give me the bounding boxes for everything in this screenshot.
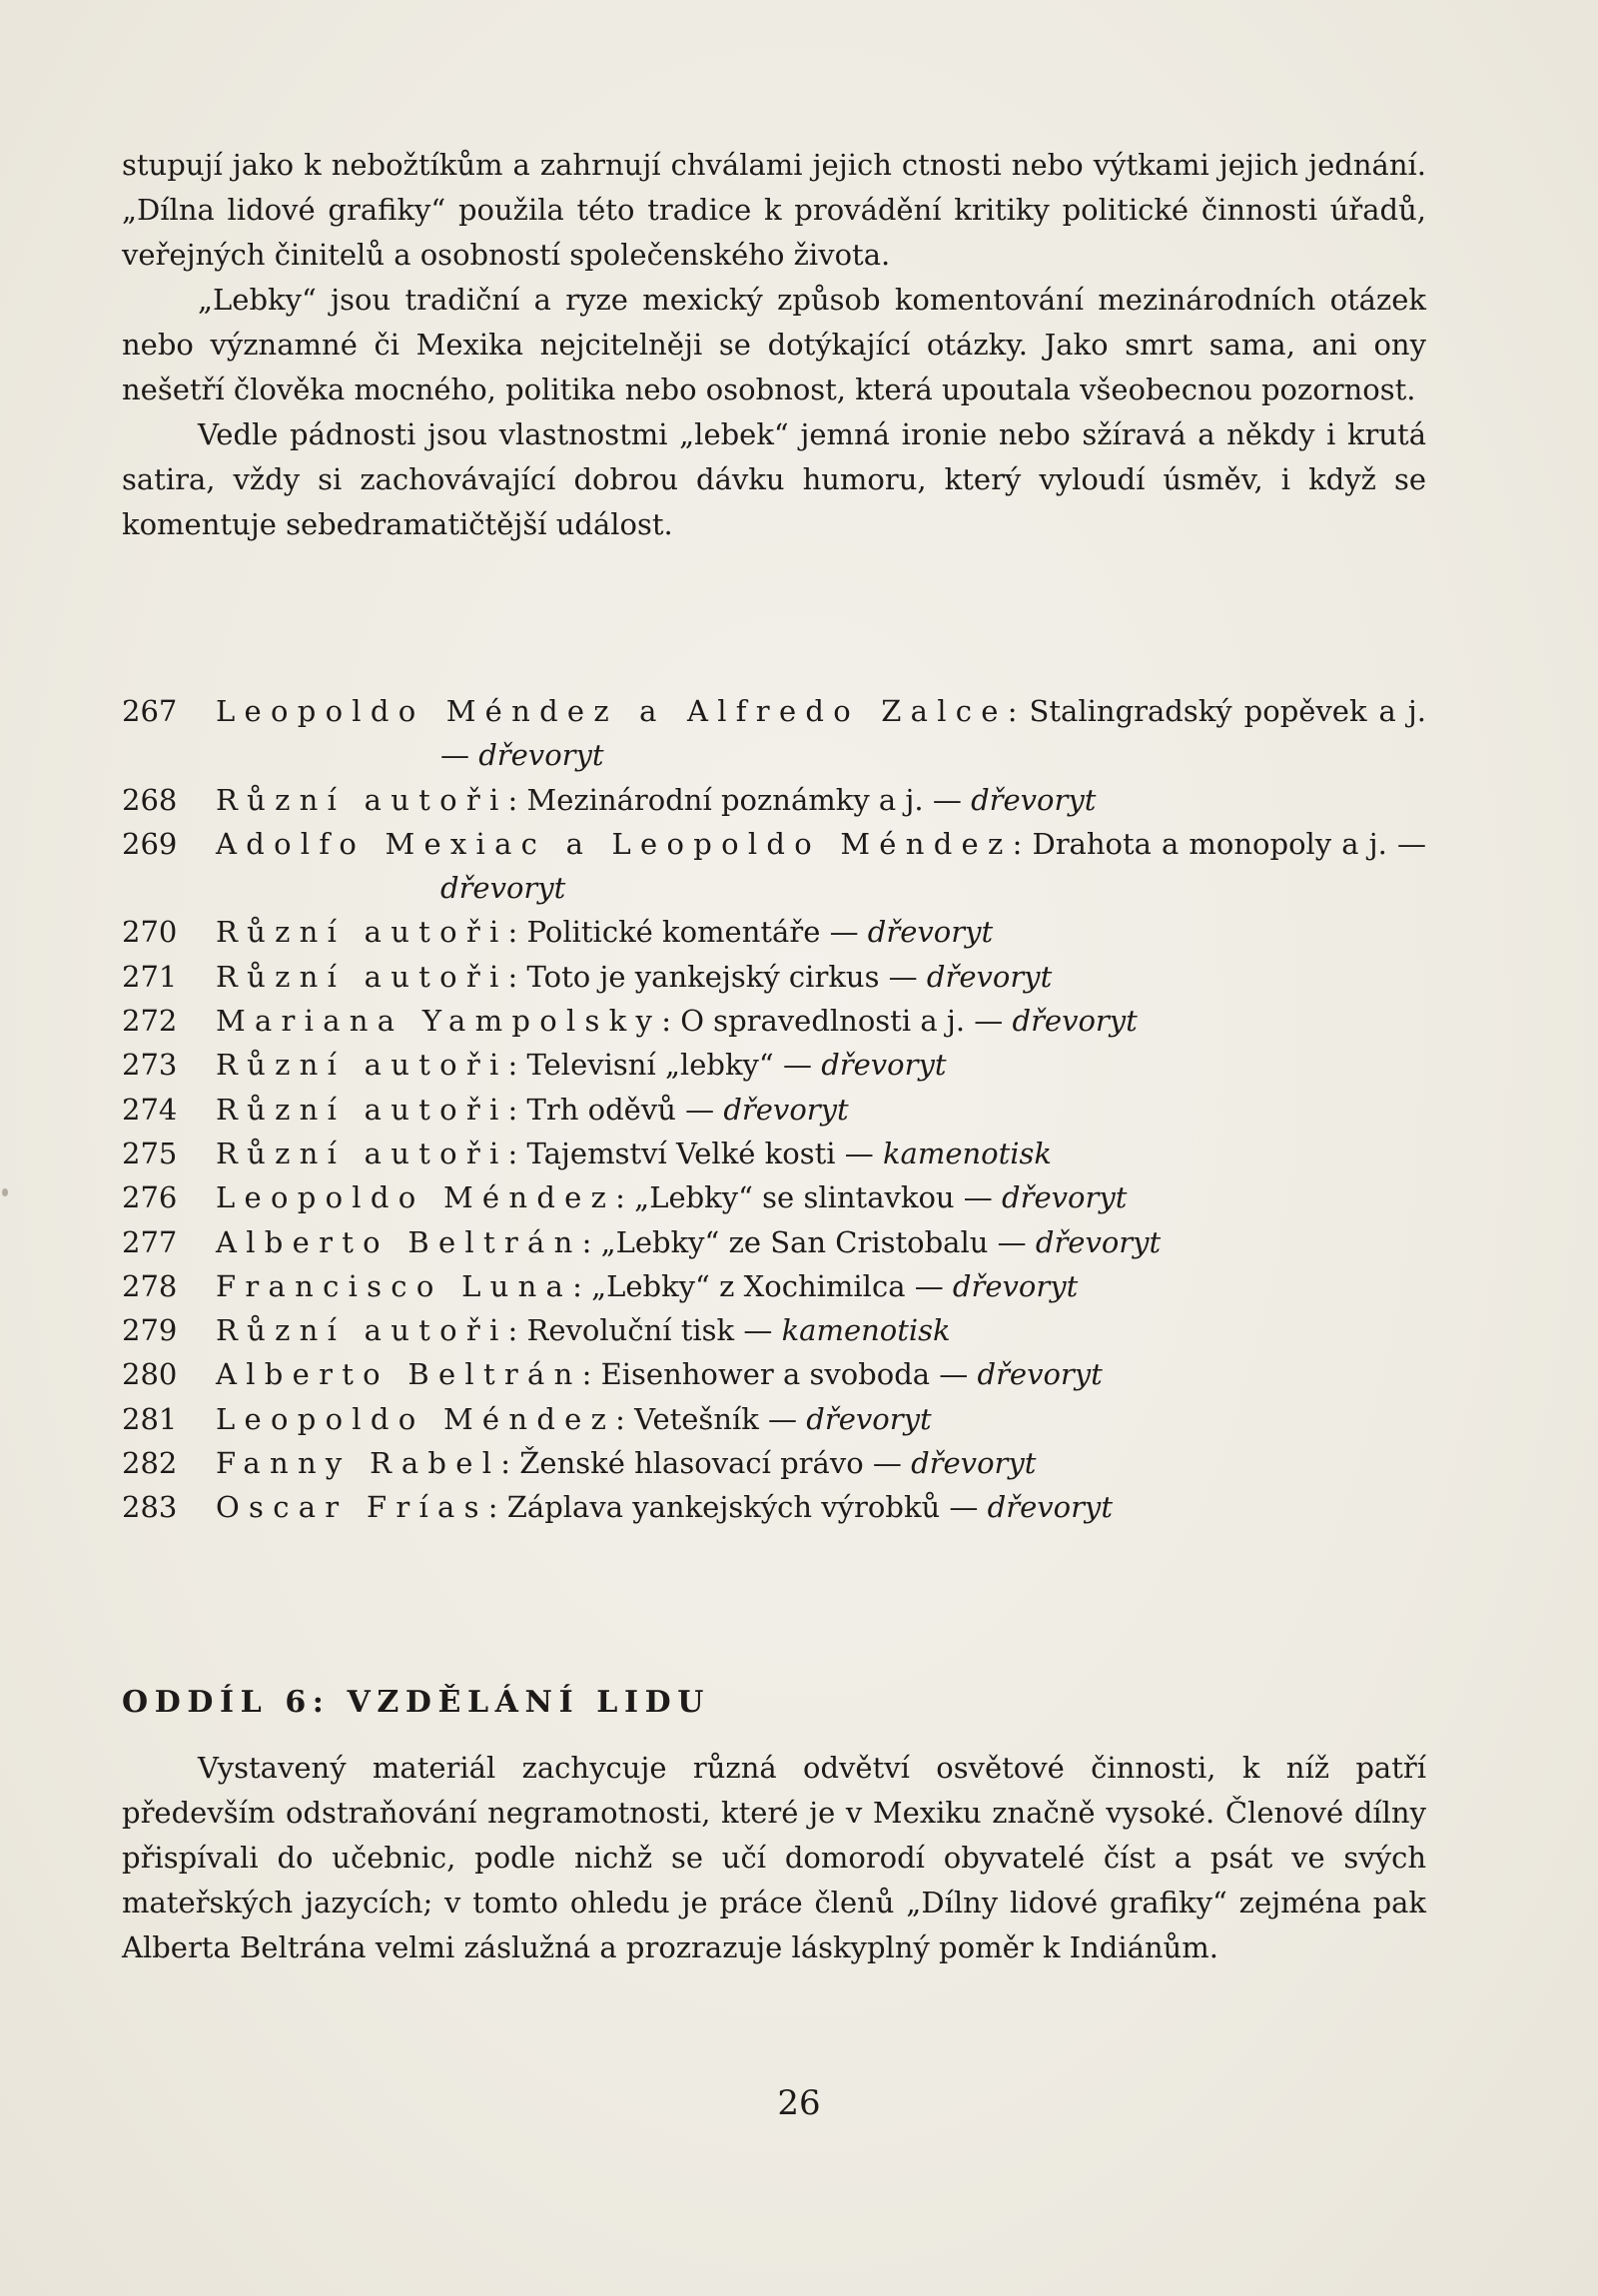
catalog-title: Revoluční tisk <box>526 1313 735 1348</box>
catalog-author: Leopoldo Méndez <box>216 1180 616 1215</box>
catalog-entry-text: Leopoldo Méndez: Vetešník — dřevoryt <box>216 1401 932 1436</box>
catalog-author: Alberto Beltrán <box>216 1224 582 1259</box>
catalog-entry <box>122 1175 1426 1219</box>
catalog-title: Eisenhower a svoboda <box>600 1357 931 1392</box>
catalog-author: Různí autoři <box>216 1092 508 1127</box>
catalog-title: Toto je yankejský cirkus <box>526 959 880 994</box>
catalog-number: 281 <box>122 1401 178 1436</box>
catalog-number: 273 <box>122 1048 178 1083</box>
catalog-title: Záplava yankejských výrobků <box>506 1490 941 1525</box>
catalog-number: 278 <box>122 1268 178 1303</box>
catalog-entry-text: Různí autoři: Televisní „lebky“ — dřevoryt <box>216 1048 947 1083</box>
catalog-entry <box>122 1352 1426 1396</box>
catalog-entry-text: Oscar Frías: Záplava yankejských výrobků — dřevoryt <box>216 1490 1113 1525</box>
catalog-technique: dřevoryt <box>911 1446 1037 1481</box>
catalog-technique: dřevoryt <box>952 1268 1079 1303</box>
catalog-title: Vetešník <box>634 1401 759 1436</box>
section-paragraph: Vystavený materiál zachycuje různá odvětví osvětové činnosti, k níž patří především odstraňování negramotnosti, které je v Mexiku značně vysoké. Členové dílny přispívali do učebnic, podle nichž se učí domorodí obyvatelé číst a psát ve svých mateřských jazycích; v tomto ohledu je práce členů „Dílny lidové grafiky“ zejména pak Alberta Beltrána velmi záslužná a prozrazuje láskyplný poměr k Indiánům. <box>122 1751 1426 1964</box>
catalog-author: Různí autoři <box>216 1313 508 1348</box>
catalog-entry <box>122 1397 1426 1441</box>
catalog-author: Mariana Yampolsky <box>216 1004 662 1039</box>
catalog-entry <box>122 910 1426 954</box>
catalog-entry-text: Leopoldo Méndez a Alfredo Zalce: Stalingradský popěvek a j. — dřevoryt <box>216 694 1426 773</box>
catalog-number: 272 <box>122 1004 178 1039</box>
catalog-number: 275 <box>122 1136 178 1170</box>
catalog-entry <box>122 1088 1426 1132</box>
catalog-entry-text: Leopoldo Méndez: „Lebky“ se slintavkou — dřevoryt <box>216 1180 1128 1215</box>
catalog-title: Mezinárodní poznámky a j. <box>526 782 924 817</box>
catalog-number: 282 <box>122 1446 178 1481</box>
catalog-technique: dřevoryt <box>926 959 1053 994</box>
catalog-author: Různí autoři <box>216 782 508 817</box>
catalog-author: Různí autoři <box>216 915 508 950</box>
section-heading: ODDÍL 6: VZDĚLÁNÍ LIDU <box>122 1684 710 1720</box>
catalog-technique: dřevoryt <box>977 1357 1103 1392</box>
catalog-number: 267 <box>122 694 178 728</box>
catalog-author: Různí autoři <box>216 1048 508 1083</box>
catalog-author: Různí autoři <box>216 959 508 994</box>
catalog-title: Tajemství Velké kosti <box>526 1136 836 1170</box>
catalog-list <box>122 689 1426 1530</box>
catalog-number: 279 <box>122 1313 178 1348</box>
catalog-technique: dřevoryt <box>723 1092 849 1127</box>
catalog-title: „Lebky“ z Xochimilca <box>591 1268 906 1303</box>
catalog-number: 268 <box>122 782 178 817</box>
catalog-entry-text: Různí autoři: Tajemství Velké kosti — kamenotisk <box>216 1136 1052 1170</box>
catalog-entry-text: Alberto Beltrán: Eisenhower a svoboda — dřevoryt <box>216 1357 1103 1392</box>
catalog-title: Televisní „lebky“ <box>526 1048 774 1083</box>
print-mark <box>2 1188 8 1196</box>
intro-text <box>122 143 1426 547</box>
catalog-author: Fanny Rabel <box>216 1446 501 1481</box>
catalog-entry-text: Fanny Rabel: Ženské hlasovací právo — dřevoryt <box>216 1446 1037 1481</box>
catalog-technique: dřevoryt <box>867 915 994 950</box>
catalog-entry-text: Mariana Yampolsky: O spravedlnosti a j. — dřevoryt <box>216 1004 1138 1039</box>
page-number: 26 <box>777 2083 821 2123</box>
catalog-entry <box>122 1308 1426 1352</box>
catalog-entry-text: Adolfo Mexiac a Leopoldo Méndez: Drahota a monopoly a j. — dřevoryt <box>216 826 1426 906</box>
catalog-number: 280 <box>122 1357 178 1392</box>
intro-paragraph-3: Vedle pádnosti jsou vlastnostmi „lebek“ jemná ironie nebo sžíravá a někdy i krutá satira, vždy si zachovávající dobrou dávku humoru, který vyloudí úsměv, i když se komentuje sebedramatičtější událost. <box>122 417 1426 541</box>
catalog-title: Stalingradský popěvek a j. <box>1029 694 1426 728</box>
catalog-title: „Lebky“ se slintavkou <box>634 1180 955 1215</box>
catalog-entry-text: Různí autoři: Revoluční tisk — kamenotisk <box>216 1313 951 1348</box>
catalog-author: Leopoldo Méndez <box>216 1401 616 1436</box>
catalog-author: Adolfo Mexiac a Leopoldo Méndez <box>216 826 1013 861</box>
catalog-entry <box>122 1441 1426 1485</box>
catalog-entry-text: Různí autoři: Politické komentáře — dřevoryt <box>216 915 994 950</box>
catalog-title: O spravedlnosti a j. <box>680 1004 966 1039</box>
catalog-technique: dřevoryt <box>821 1048 947 1083</box>
catalog-title: Trh oděvů <box>526 1092 676 1127</box>
catalog-entry-text: Různí autoři: Mezinárodní poznámky a j. — dřevoryt <box>216 782 1097 817</box>
catalog-technique: dřevoryt <box>1035 1224 1162 1259</box>
catalog-number: 274 <box>122 1092 178 1127</box>
catalog-author: Alberto Beltrán <box>216 1357 582 1392</box>
catalog-entry-text: Různí autoři: Toto je yankejský cirkus — dřevoryt <box>216 959 1053 994</box>
catalog-entry-text: Francisco Luna: „Lebky“ z Xochimilca — dřevoryt <box>216 1268 1079 1303</box>
catalog-title: Politické komentáře <box>526 915 821 950</box>
catalog-entry-text: Alberto Beltrán: „Lebky“ ze San Cristobalu — dřevoryt <box>216 1224 1162 1259</box>
catalog-entry <box>122 689 1426 778</box>
catalog-entry <box>122 822 1426 911</box>
catalog-technique: kamenotisk <box>781 1313 951 1348</box>
catalog-number: 269 <box>122 826 178 861</box>
intro-paragraph-1: stupují jako k nebožtíkům a zahrnují chválami jejich ctnosti nebo výtkami jejich jednání. „Dílna lidové grafiky“ použila této tradice k provádění kritiky politické činnosti úřadů, veřejných činitelů a osobností společenského života. <box>122 148 1426 272</box>
catalog-technique: dřevoryt <box>987 1490 1113 1525</box>
catalog-author: Leopoldo Méndez a Alfredo Zalce <box>216 694 1008 728</box>
catalog-number: 271 <box>122 959 178 994</box>
catalog-author: Různí autoři <box>216 1136 508 1170</box>
catalog-author: Oscar Frías <box>216 1490 488 1525</box>
catalog-number: 277 <box>122 1224 178 1259</box>
catalog-entry <box>122 1132 1426 1175</box>
intro-paragraph-2: „Lebky“ jsou tradiční a ryze mexický způsob komentování mezinárodních otázek nebo významné či Mexika nejcitelněji se dotýkající otázky. Jako smrt sama, ani ony nešetří člověka mocného, politika nebo osobnost, která upoutala všeobecnou pozornost. <box>122 283 1426 406</box>
catalog-entry-text: Různí autoři: Trh oděvů — dřevoryt <box>216 1092 849 1127</box>
catalog-author: Francisco Luna <box>216 1268 573 1303</box>
catalog-entry <box>122 1485 1426 1529</box>
catalog-title: Ženské hlasovací právo <box>519 1446 864 1481</box>
catalog-number: 283 <box>122 1490 178 1525</box>
catalog-technique: dřevoryt <box>1012 1004 1138 1039</box>
catalog-entry <box>122 1043 1426 1087</box>
catalog-title: Drahota a monopoly a j. <box>1032 826 1387 861</box>
catalog-number: 270 <box>122 915 178 950</box>
catalog-technique: kamenotisk <box>882 1136 1052 1170</box>
catalog-technique: dřevoryt <box>478 738 604 773</box>
catalog-technique: dřevoryt <box>971 782 1097 817</box>
catalog-number: 276 <box>122 1180 178 1215</box>
catalog-entry <box>122 1264 1426 1308</box>
catalog-entry <box>122 999 1426 1043</box>
catalog-technique: dřevoryt <box>806 1401 932 1436</box>
catalog-entry <box>122 778 1426 822</box>
catalog-technique: dřevoryt <box>440 871 566 906</box>
catalog-entry <box>122 1220 1426 1264</box>
catalog-title: „Lebky“ ze San Cristobalu <box>600 1224 989 1259</box>
catalog-entry <box>122 955 1426 999</box>
section-text <box>122 1746 1426 1970</box>
catalog-technique: dřevoryt <box>1002 1180 1128 1215</box>
